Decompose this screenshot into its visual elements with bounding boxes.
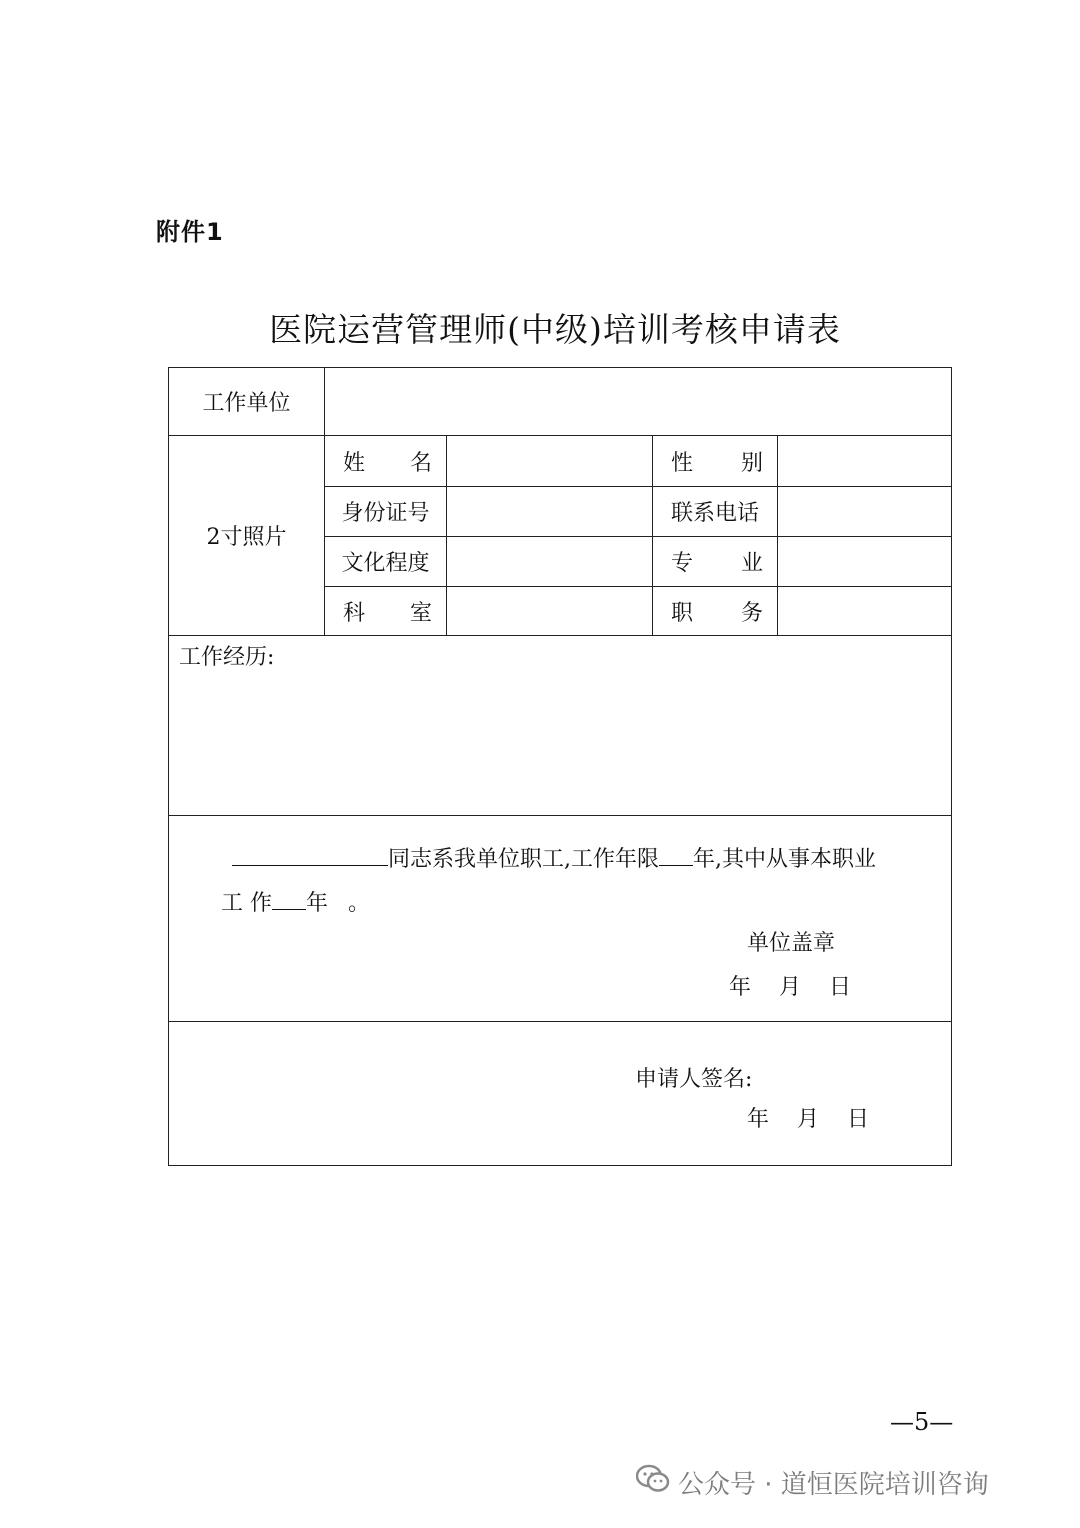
position-label: 职 务 [653,587,778,636]
education-field[interactable] [447,537,653,587]
years-blank[interactable] [659,843,693,866]
gender-field[interactable] [778,436,952,487]
education-label: 文化程度 [325,537,447,587]
application-form [168,367,952,1166]
form-title: 医院运营管理师(中级)培训考核申请表 [269,310,841,349]
signature-date: 年 月 日 [747,1107,870,1132]
applicant-signature-cell [169,1022,952,1166]
unit-stamp-label: 单位盖章 [747,931,836,956]
work-experience-label: 工作经历: [179,645,275,670]
department-label: 科 室 [325,587,447,636]
name-label: 姓 名 [325,436,447,487]
position-field[interactable] [778,587,952,636]
phone-label: 联系电话 [653,487,778,537]
work-unit-field[interactable] [325,368,952,436]
page-number: —5— [890,1408,954,1436]
department-field[interactable] [447,587,653,636]
applicant-signature-label: 申请人签名: [635,1067,753,1092]
phone-field[interactable] [778,487,952,537]
id-number-label: 身份证号 [325,487,447,537]
employee-name-blank[interactable] [232,843,388,866]
name-field[interactable] [447,436,653,487]
work-experience-cell[interactable] [169,636,952,816]
major-field[interactable] [778,537,952,587]
watermark-text: 公众号 · 道恒医院培训咨询 [678,1470,989,1500]
id-number-field[interactable] [447,487,653,537]
employer-certification-cell [169,816,952,1022]
attachment-label: 附件1 [156,218,224,246]
major-label: 专 业 [653,537,778,587]
profession-years-blank[interactable] [272,887,306,910]
certification-line-1: 同志系我单位职工,工作年限 年,其中从事本职业 [232,842,876,873]
gender-label: 性 别 [653,436,778,487]
certification-date: 年 月 日 [729,975,852,1000]
certification-line-2: 工 作 年 。 [221,886,370,917]
wechat-icon [636,1464,670,1501]
photo-area: 2寸照片 [169,436,325,636]
work-unit-label: 工作单位 [169,368,325,436]
watermark [636,1464,989,1501]
